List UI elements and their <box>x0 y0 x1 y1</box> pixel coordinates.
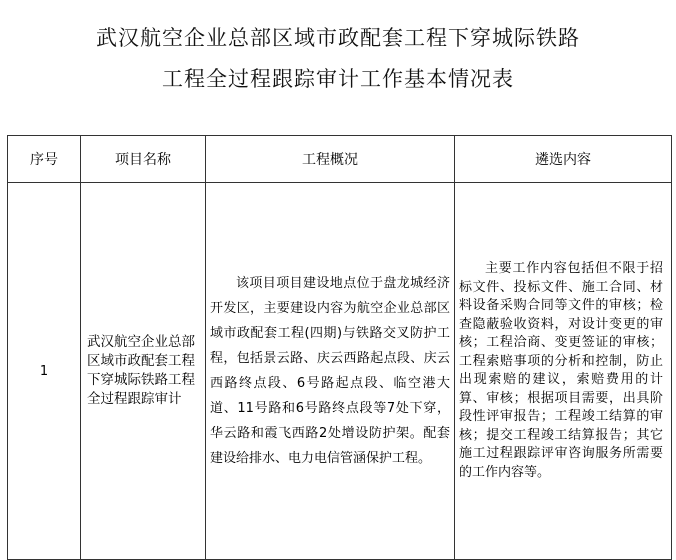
header-project-name: 项目名称 <box>81 136 206 183</box>
cell-serial-number: 1 <box>8 183 81 560</box>
header-serial-number: 序号 <box>8 136 81 183</box>
table-header-row <box>8 136 672 183</box>
scope-text: 主要工作内容包括但不限于招标文件、投标文件、施工合同、材料设备采购合同等文件的审核；检查隐蔽验收资料，对设计变更的审核；工程洽商、变更签证的审核；工程索赔事项的分析和控制，防止出现索赔的建议，索赔费用的计算、审核；根据项目需要，出具阶段性评审报告；工程竣工结算的审核；提交工程竣工结算报告；其它施工过程跟踪评审咨询服务所需要的工作内容等。 <box>459 261 663 480</box>
document-title-line-2: 工程全过程跟踪审计工作基本情况表 <box>162 67 514 91</box>
header-project-overview: 工程概况 <box>206 136 455 183</box>
overview-text: 该项目项目建设地点位于盘龙城经济开发区，主要建设内容为航空企业总部区域市政配套工程(四期)与铁路交叉防护工程，包括景云路、庆云西路起点段、庆云西路终点段、6号路起点段、临空港大道、11号路和6号路终点段等7处下穿，华云路和霞飞西路2处增设防护架。配套建设给排水、电力电信管涵保护工程。 <box>210 276 450 466</box>
document-title-line-1: 武汉航空企业总部区域市政配套工程下穿城际铁路 <box>96 26 580 50</box>
table-row <box>8 183 672 560</box>
info-table <box>7 135 672 560</box>
cell-project-overview <box>206 183 455 560</box>
cell-project-name: 武汉航空企业总部区域市政配套工程下穿城际铁路工程全过程跟踪审计 <box>81 183 206 560</box>
header-selection-scope: 遴选内容 <box>455 136 672 183</box>
cell-selection-scope <box>455 183 672 560</box>
